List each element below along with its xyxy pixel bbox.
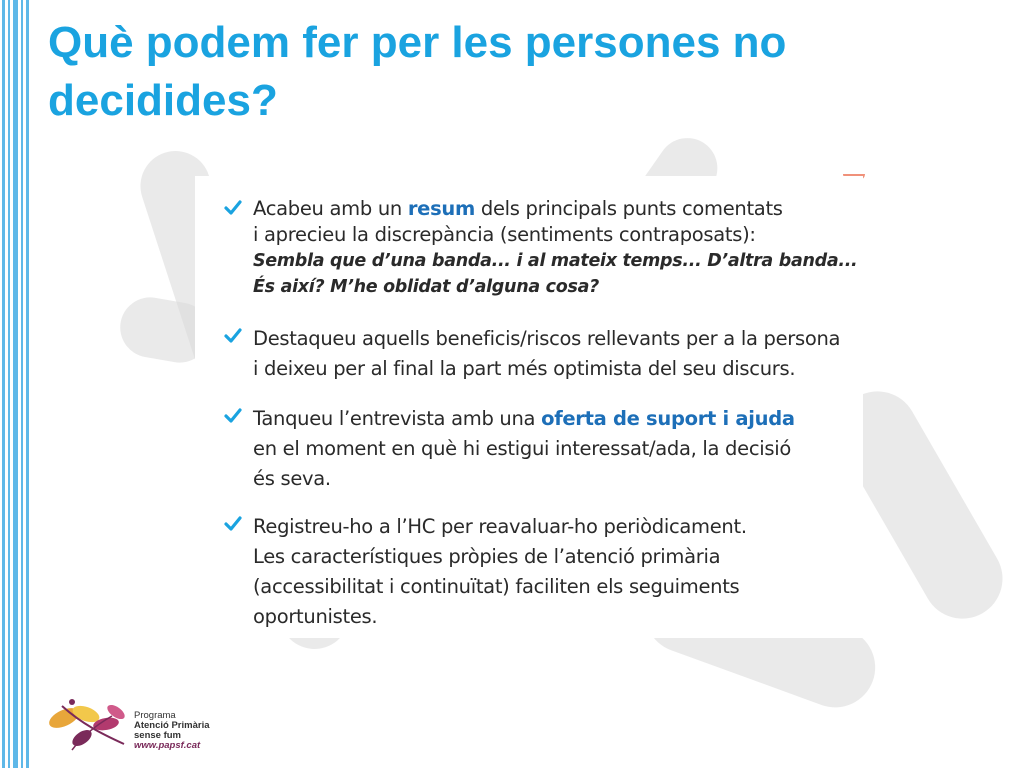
content-card [195, 176, 863, 638]
left-decorative-stripes [0, 0, 40, 768]
highlight-resum: resum [407, 197, 475, 220]
item-line: Acabeu amb un resum dels principals punts comentats [253, 197, 783, 220]
item-line-italic: Sembla que d’una banda... i al mateix temps... D’altra banda... [253, 251, 858, 271]
slide-title: Què podem fer per les persones no decidides? [48, 18, 787, 125]
item-line: és seva. [253, 467, 331, 490]
check-icon [223, 406, 243, 426]
item-line: Les característiques pròpies de l’atenció primària [253, 545, 721, 568]
highlight-oferta: oferta de suport i ajuda [541, 407, 795, 430]
logo-text: Programa Atenció Primària sense fum www.papsf.cat [134, 710, 210, 751]
item-line: Tanqueu l’entrevista amb una oferta de suport i ajuda [253, 407, 795, 430]
check-icon [223, 514, 243, 534]
item-line: (accessibilitat i continuïtat) faciliten els seguiments [253, 575, 740, 598]
item-line: en el moment en què hi estigui interessat/ada, la decisió [253, 437, 791, 460]
item-line: i deixeu per al final la part més optimista del seu discurs. [253, 357, 796, 380]
check-icon [223, 326, 243, 346]
item-line: Registreu-ho a l’HC per reavaluar-ho periòdicament. [253, 515, 747, 538]
item-line: i aprecieu la discrepància (sentiments contraposats): [253, 223, 756, 246]
item-line: oportunistes. [253, 605, 378, 628]
check-icon [223, 198, 243, 218]
item-line-italic: És així? M’he oblidat d’alguna cosa? [253, 277, 599, 297]
item-line: Destaqueu aquells beneficis/riscos rellevants per a la persona [253, 327, 841, 350]
logo-url[interactable]: www.papsf.cat [134, 740, 201, 751]
